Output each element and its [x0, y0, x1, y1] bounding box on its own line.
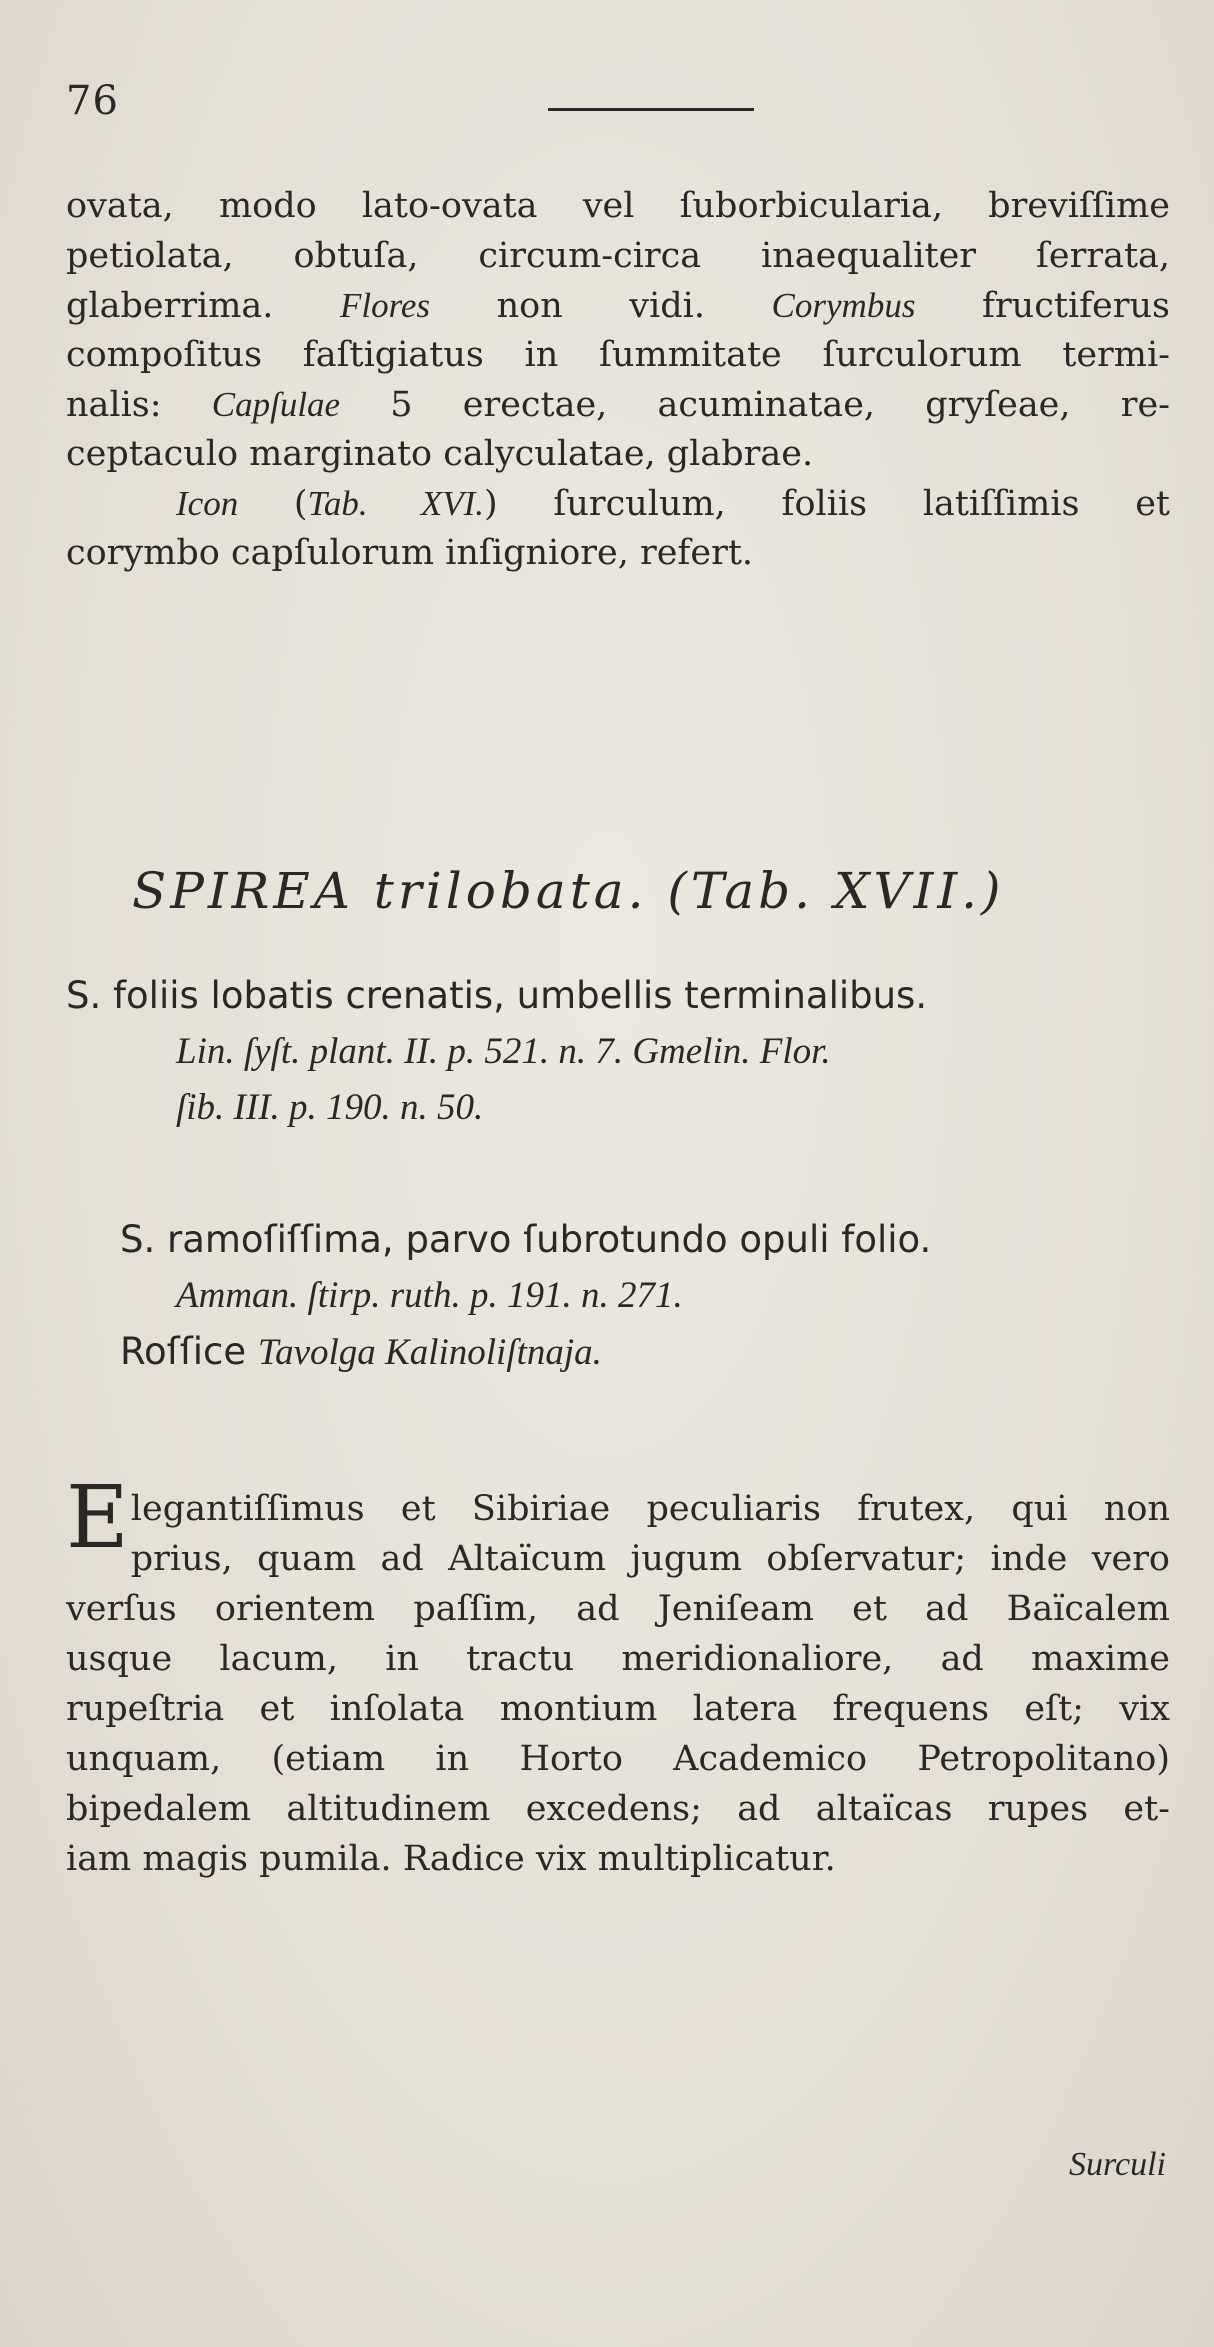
- text-line: corymbo capſulorum inſigniore, refert.: [66, 532, 754, 573]
- russian-name-line: [120, 1324, 1180, 1380]
- text-span: glaberrima.: [66, 286, 274, 326]
- header-rule: [548, 108, 754, 111]
- text-line: ceptaculo marginato calyculatae, glabrae.: [66, 433, 814, 474]
- text-span: non vidi.: [496, 286, 705, 326]
- synonym-reference: ſib. III. p. 190. n. 50.: [176, 1087, 484, 1128]
- text-line: legantiſſimus et Sibiriae peculiaris frutex, qui non: [130, 1489, 1170, 1529]
- page-header: [66, 78, 1166, 138]
- catchword: Surculi: [1069, 2146, 1166, 2183]
- italic-term-icon: Icon: [176, 484, 239, 523]
- russian-name: Tavolga Kalinoliſtnaja.: [257, 1332, 602, 1373]
- drop-cap: E: [66, 1468, 129, 1568]
- text-line: rupeſtria et inſolata montium latera frequens eſt; vix: [66, 1689, 1170, 1729]
- text-line: usque lacum, in tractu meridionaliore, ad maxime: [66, 1639, 1170, 1679]
- text-line: verſus orientem paſſim, ad Jeniſeam et ad Baïcalem: [66, 1589, 1170, 1629]
- text-line: [66, 380, 1170, 430]
- text-line: ovata, modo lato-ovata vel ſuborbicularia, breviſſime: [66, 186, 1170, 226]
- page-number: 76: [66, 78, 119, 124]
- text-line: compoſitus faſtigiatus in ſummitate ſurculorum termi-: [66, 334, 1170, 375]
- text-line: bipedalem altitudinem excedens; ad altaïcas rupes et-: [66, 1789, 1170, 1829]
- text-line: [66, 479, 1170, 529]
- description-paragraph: [66, 182, 1170, 578]
- text-span: ) ſurculum, foliis latiſſimis et: [484, 484, 1170, 524]
- text-span: fructiferus: [982, 286, 1170, 326]
- synonym-text: S. foliis lobatis crenatis, umbellis terminalibus.: [66, 974, 928, 1017]
- text-line: [66, 281, 1170, 331]
- synonym-block-1: [66, 968, 1176, 1136]
- text-span: (: [293, 484, 308, 524]
- text-line: prius, quam ad Altaïcum jugum obſervatur; inde vero: [130, 1539, 1170, 1579]
- italic-term-flores: Flores: [339, 286, 431, 325]
- text-line: iam magis pumila. Radice vix multiplicatur.: [66, 1839, 836, 1879]
- plate-reference: Tab. XVI.: [307, 484, 485, 523]
- text-span: 5 erectae, acuminatae, gryſeae, re-: [390, 385, 1170, 425]
- text-span: nalis:: [66, 385, 162, 425]
- habitat-paragraph: [66, 1468, 1170, 1884]
- italic-term-corymbus: Corymbus: [771, 286, 916, 325]
- synonym-block-2: [120, 1212, 1180, 1380]
- synonym-reference: Lin. ſyſt. plant. II. p. 521. n. 7. Gmelin. Flor.: [176, 1031, 831, 1072]
- synonym-reference: Amman. ſtirp. ruth. p. 191. n. 271.: [176, 1275, 683, 1316]
- russian-label: Roſſice: [120, 1330, 247, 1373]
- species-title: SPIREA trilobata. (Tab. XVII.): [132, 862, 1005, 920]
- text-line: unquam, (etiam in Horto Academico Petropolitano): [66, 1739, 1170, 1779]
- text-line: petiolata, obtuſa, circum-circa inaequaliter ſerrata,: [66, 235, 1170, 276]
- synonym-text: S. ramoſiſſima, parvo ſubrotundo opuli folio.: [120, 1218, 932, 1261]
- italic-term-capsulae: Capſulae: [211, 385, 341, 424]
